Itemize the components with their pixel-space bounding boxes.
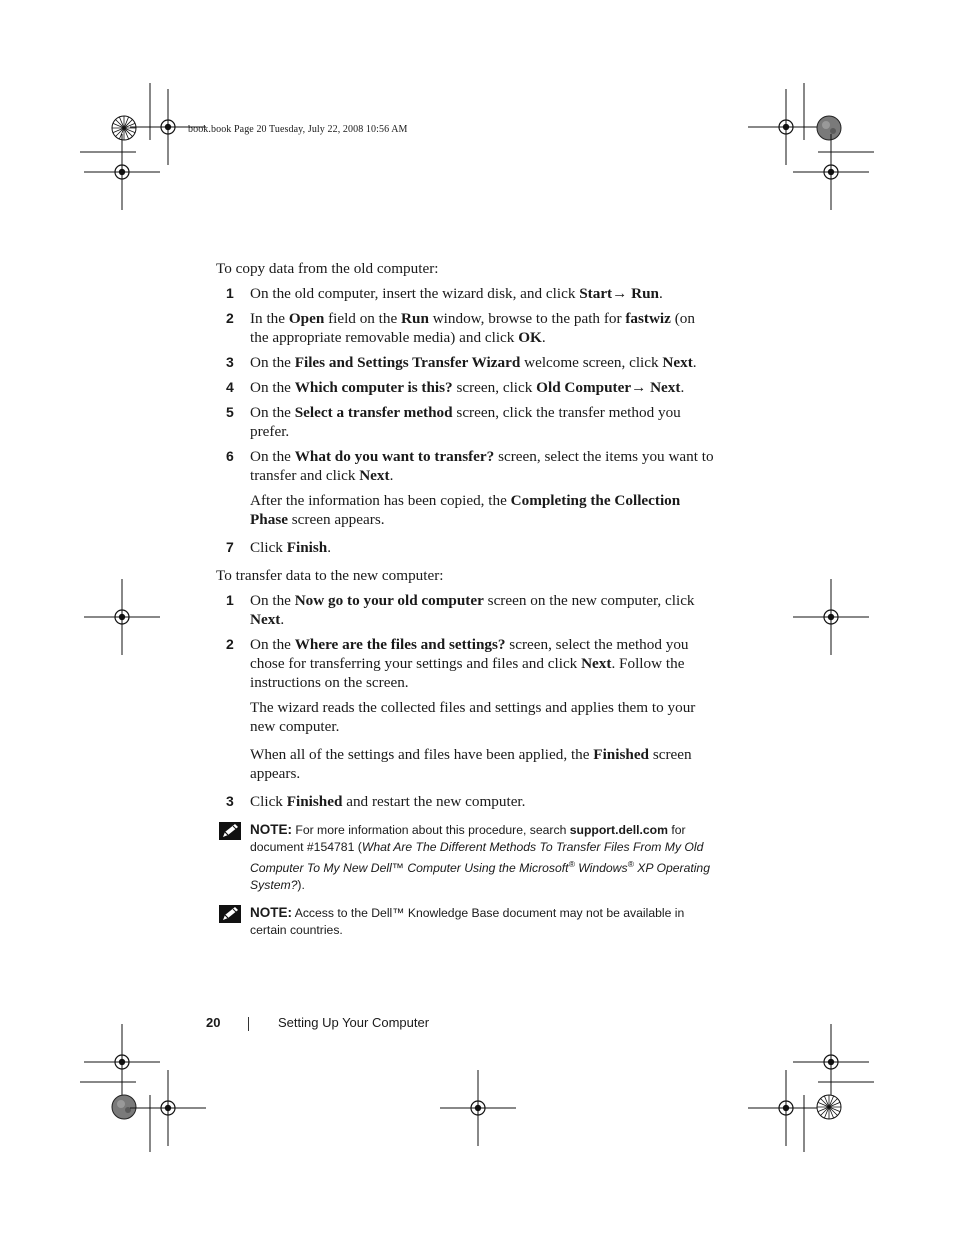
step-number: 5 (226, 404, 234, 420)
step-text (250, 448, 714, 484)
step-3 (216, 353, 716, 372)
page-content (216, 259, 716, 939)
text-run: On the (250, 354, 295, 371)
text-run: ). (297, 878, 305, 893)
note-block (216, 821, 716, 894)
bold-term: Finish (286, 539, 328, 556)
text-run: → (631, 379, 651, 396)
text-run: screen, select the items you want to transfer and click (250, 448, 714, 484)
step-text (250, 539, 331, 556)
bold-term: Open (288, 310, 325, 327)
step-text (250, 354, 697, 371)
bold-term: Where are the files and settings? (294, 636, 506, 653)
text-run: . (680, 379, 685, 396)
text-run: for document #154781 ( (250, 823, 686, 854)
text-run: and restart the new computer. (342, 793, 526, 810)
step-number: 2 (226, 310, 234, 326)
bold-term: Finished (286, 793, 343, 810)
italic-text: XP Operating System? (250, 861, 710, 893)
text-run: On the (250, 379, 295, 396)
text-run: After the information has been copied, the (250, 492, 511, 509)
step-number: 3 (226, 793, 234, 809)
text-run: welcome screen, click (520, 354, 663, 371)
step-2 (216, 309, 716, 347)
note-text (250, 906, 684, 937)
text-run: screen, click (452, 379, 537, 396)
notes (216, 821, 716, 939)
text-run: . (658, 285, 663, 302)
step-text (250, 592, 695, 628)
bold-term: Files and Settings Transfer Wizard (294, 354, 521, 371)
new-step-1 (216, 591, 716, 629)
step-text (250, 636, 689, 691)
text-run: On the (250, 448, 295, 465)
text-run: . (541, 329, 546, 346)
step-number: 6 (226, 448, 234, 464)
step-7 (216, 538, 716, 557)
bold-term: NOTE: (250, 822, 292, 837)
text-run: On the (250, 636, 295, 653)
text-run: screen on the new computer, click (483, 592, 695, 609)
section-title: Setting Up Your Computer (278, 1015, 430, 1030)
bold-term: Start (579, 285, 613, 302)
bold-term: Next (650, 379, 681, 396)
steps-new-computer (216, 591, 716, 692)
step-text (250, 310, 695, 346)
italic-text: What Are The Different Methods To Transfer Files From My Old Computer To My New Dell™ Computer Using the Microsoft (250, 840, 704, 876)
text-run: The wizard reads the collected files and settings and applies them to your new computer. (250, 699, 696, 735)
text-run: Click (250, 539, 287, 556)
text-run: . (280, 611, 285, 628)
bold-term: Finished (593, 746, 650, 763)
text-run: field on the (324, 310, 402, 327)
bold-term: Next (359, 467, 390, 484)
text-run: screen, click the transfer method you prefer. (250, 404, 681, 440)
text-run: screen appears. (287, 511, 385, 528)
note-block (216, 904, 716, 939)
step-number: 4 (226, 379, 234, 395)
trademark-symbol: ® (627, 859, 634, 869)
footer-divider (248, 1017, 249, 1031)
bold-term: Next (581, 655, 612, 672)
text-run: . (692, 354, 697, 371)
print-slug: book.book Page 20 Tuesday, July 22, 2008 10:56 AM (188, 124, 408, 135)
step-number: 2 (226, 636, 234, 652)
step-4 (216, 378, 716, 397)
bold-term: Now go to your old computer (294, 592, 484, 609)
bold-term: Which computer is this? (294, 379, 453, 396)
text-run: . Follow the instructions on the screen. (250, 655, 685, 691)
text-run: screen appears. (250, 746, 692, 782)
step-number: 3 (226, 354, 234, 370)
text-run: On the (250, 592, 295, 609)
step6-followup (216, 491, 716, 529)
step-1 (216, 284, 716, 303)
text-run: . (327, 539, 332, 556)
page-number: 20 (206, 1015, 221, 1030)
text-run: For more information about this procedure, search (292, 823, 570, 837)
text-run: On the (250, 404, 295, 421)
text-run: In the (250, 310, 289, 327)
trademark-symbol: ® (568, 859, 575, 869)
note-pencil-icon (219, 822, 241, 845)
note-text (250, 823, 710, 892)
bold-term: Run (401, 310, 429, 327)
step-number: 1 (226, 592, 234, 608)
text-run: Access to the Dell™ Knowledge Base document may not be available in certain countries. (250, 906, 685, 938)
step-text (250, 793, 525, 810)
new-step-2 (216, 635, 716, 692)
bold-term: NOTE: (250, 905, 292, 921)
step-number: 7 (226, 539, 234, 555)
new-step-3 (216, 792, 716, 811)
intro-new-computer: To transfer data to the new computer: (216, 567, 444, 584)
bold-term: Run (631, 285, 659, 302)
text-run: screen, select the method you chose for transferring your settings and files and click (250, 636, 689, 672)
step-6 (216, 447, 716, 485)
bold-term: Next (662, 354, 693, 371)
step-5 (216, 403, 716, 441)
step-text (250, 404, 681, 440)
text-run: window, browse to the path for (428, 310, 626, 327)
text-run: → (612, 285, 632, 302)
bold-term: Select a transfer method (294, 404, 453, 421)
step-text (250, 285, 663, 302)
note-pencil-icon (219, 905, 241, 928)
text-run: . (389, 467, 394, 484)
intro-old-computer: To copy data from the old computer: (216, 260, 439, 277)
bold-term: support.dell.com (569, 823, 668, 837)
bold-term: Old Computer (536, 379, 632, 396)
new-step2-followup-1 (216, 698, 716, 736)
bold-term: What do you want to transfer? (294, 448, 495, 465)
steps-old-computer (216, 284, 716, 485)
step-text (250, 379, 684, 396)
step-number: 1 (226, 285, 234, 301)
text-run: On the old computer, insert the wizard disk, and click (250, 285, 580, 302)
text-run: (on the appropriate removable media) and click (250, 310, 695, 346)
italic-text: Windows (574, 861, 628, 876)
bold-term: Next (250, 611, 281, 628)
bold-term: fastwiz (625, 310, 671, 327)
text-run: Click (250, 793, 287, 810)
text-run: When all of the settings and files have been applied, the (250, 746, 594, 763)
bold-term: OK (518, 329, 542, 346)
bold-term: Completing the Collection Phase (250, 492, 681, 528)
new-step2-followup-2 (216, 745, 716, 783)
